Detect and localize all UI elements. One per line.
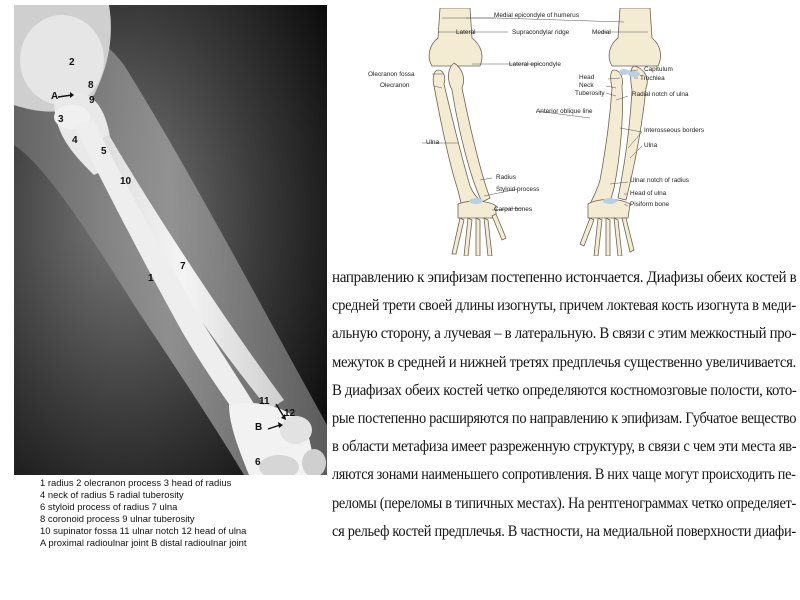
anatomy-label: Head — [579, 74, 595, 81]
text-line: альную сторону, а лучевая – в латеральную. В связи с этим межкостный про- — [332, 325, 797, 343]
xray-graphic — [14, 5, 327, 475]
text-line: средней трети своей длины изогнуты, причем локтевая кость изогнута в меди- — [332, 297, 796, 315]
xray-label: 3 — [58, 114, 64, 125]
xray-label: 8 — [88, 80, 94, 91]
anatomy-label: Pisiform bone — [630, 201, 670, 208]
anatomy-label: Ulna — [644, 142, 658, 149]
body-text — [332, 264, 796, 546]
xray-label: A — [51, 91, 59, 102]
anatomy-label: Head of ulna — [630, 190, 667, 197]
text-line: ся рельеф костей предплечья. В частности, на медиальной поверхности диафи- — [332, 522, 796, 540]
anatomy-label: Radius — [496, 174, 516, 181]
xray-legend — [40, 478, 340, 551]
anatomy-label: Olecranon fossa — [368, 71, 415, 78]
anatomy-label: Neck — [579, 82, 594, 89]
anatomy-graphic — [362, 8, 787, 256]
anatomy-label: Lateral epicondyle — [509, 61, 561, 68]
xray-label: 9 — [89, 95, 95, 106]
legend-line: 8 coronoid process 9 ulnar tuberosity — [40, 514, 195, 526]
xray-label: 7 — [180, 261, 186, 272]
anatomy-label: Trochlea — [640, 75, 665, 82]
xray-label: 2 — [69, 57, 75, 68]
text-line: В диафизах обеих костей четко определяются костномозговые полости, кото- — [332, 381, 797, 399]
legend-line: 10 supinator fossa 11 ulnar notch 12 head of ulna — [40, 526, 247, 538]
legend-line: 6 styloid process of radius 7 ulna — [40, 502, 178, 514]
anatomy-label: Tuberosity — [575, 90, 605, 97]
anatomy-label: Medial epicondyle of humerus — [494, 12, 579, 19]
anatomy-label: Supracondylar ridge — [512, 29, 570, 36]
xray-label: 4 — [72, 135, 78, 146]
text-line: рые постепенно расширяются по направлению к эпифизам. Губчатое вещество — [332, 410, 797, 428]
anatomy-label: Capitulum — [644, 66, 673, 73]
legend-line: 4 neck of radius 5 radial tuberosity — [40, 490, 184, 502]
anatomy-label: Carpal bones — [494, 206, 533, 213]
anatomy-label: Anterior oblique line — [536, 108, 593, 115]
text-line: в области метафиза имеет разреженную структуру, в связи с чем эти места яв- — [332, 438, 797, 456]
xray-label: 5 — [101, 146, 107, 157]
anatomy-label: Medial — [592, 29, 611, 36]
text-line: ляются зонами наименьшего сопротивления. В них чаще могут происходить пе- — [332, 466, 796, 484]
forearm-xray-image — [14, 5, 327, 475]
forearm-anatomy-diagram — [362, 8, 787, 256]
xray-label: 6 — [255, 457, 261, 468]
text-line: направлению к эпифизам постепенно истончается. Диафизы обеих костей в — [332, 269, 797, 286]
xray-label: B — [255, 422, 263, 433]
text-line: межуток в средней и нижней третях предплечья существенно увеличивается. — [332, 353, 796, 371]
anatomy-label: Lateral — [456, 29, 476, 36]
anatomy-label: Olecranon — [380, 82, 410, 89]
anatomy-label: Ulna — [426, 139, 440, 146]
xray-label: 1 — [148, 273, 154, 284]
xray-label: 12 — [284, 408, 296, 419]
legend-line: 1 radius 2 olecranon process 3 head of radius — [40, 478, 232, 489]
text-line: реломы (переломы в типичных местах). На рентгенограммах четко определяет- — [332, 494, 796, 512]
anatomy-label: Interosseous borders — [644, 127, 705, 134]
xray-label: 10 — [120, 176, 132, 187]
legend-line: A proximal radioulnar joint B distal radioulnar joint — [40, 538, 247, 550]
anatomy-label: Radial notch of ulna — [632, 91, 689, 98]
anatomy-label: Styloid process — [496, 186, 540, 193]
xray-label: 11 — [259, 396, 270, 407]
anatomy-label: Ulnar notch of radius — [630, 177, 689, 184]
